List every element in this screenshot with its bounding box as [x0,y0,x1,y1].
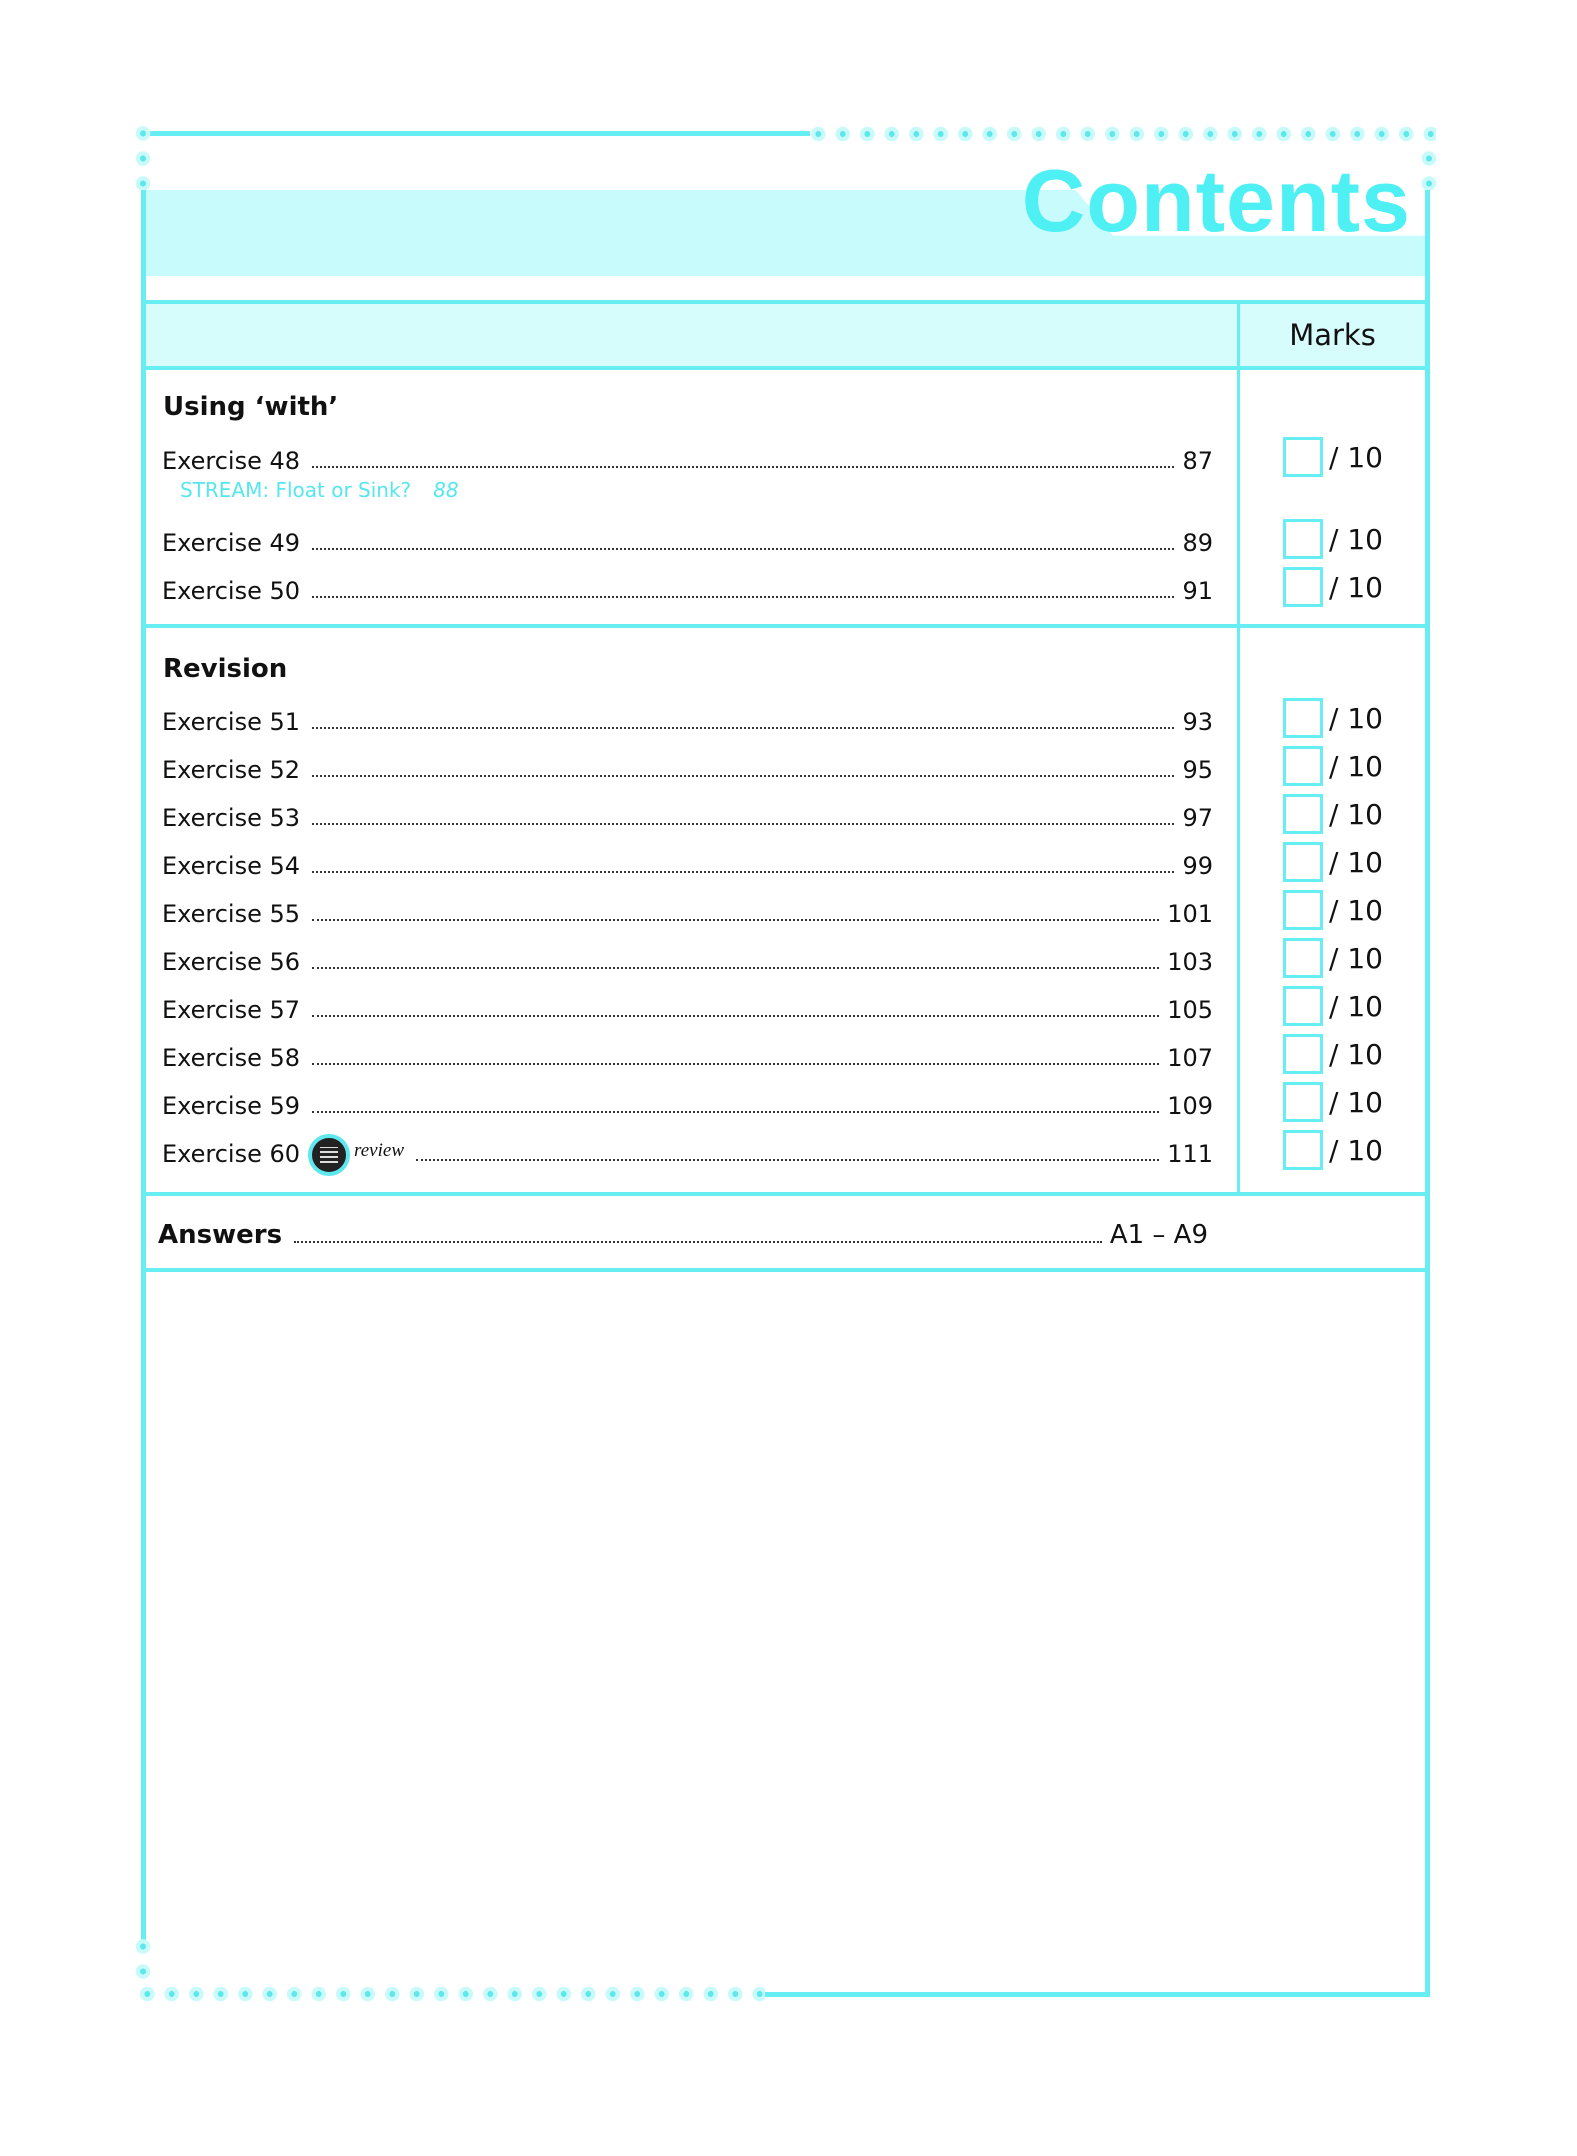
marks-field [1283,986,1383,1026]
frame-bottom-line [765,1992,1430,1997]
page-number: 91 [1182,577,1213,605]
dot-leader [312,775,1174,777]
marks-input-box[interactable] [1283,938,1323,978]
frame-top-dots [806,126,1436,142]
page-number: 99 [1182,852,1213,880]
stream-item[interactable] [180,478,459,502]
marks-input-box[interactable] [1283,842,1323,882]
page-number: 97 [1182,804,1213,832]
page-number: 103 [1167,948,1213,976]
frame-top-line [150,131,810,136]
exercise-label: Exercise 52 [162,756,301,784]
marks-input-box[interactable] [1283,567,1323,607]
toc-row[interactable] [162,798,1213,832]
exercise-label: Exercise 57 [162,996,301,1024]
marks-total: / 10 [1329,1037,1383,1071]
toc-row[interactable] [162,441,1213,475]
answers-label: Answers [158,1220,283,1250]
marks-column-divider [1237,302,1240,1194]
dot-leader [312,823,1174,825]
frame-bottom-dots [135,1986,765,2002]
divider [146,1192,1425,1196]
dot-leader [312,727,1174,729]
exercise-label: Exercise 56 [162,948,301,976]
section-heading: Using ‘with’ [163,392,339,422]
page-number: 101 [1167,900,1213,928]
exercise-label: Exercise 55 [162,900,301,928]
frame-left-dots-top [135,121,151,196]
exercise-label: Exercise 50 [162,577,301,605]
marks-field [1283,842,1383,882]
dot-leader [294,1241,1102,1243]
marks-field [1283,567,1383,607]
exercise-label: Exercise 51 [162,708,301,736]
marks-total: / 10 [1329,989,1383,1023]
divider [146,1268,1425,1272]
toc-row[interactable] [162,750,1213,784]
marks-total: / 10 [1329,701,1383,735]
exercise-label: Exercise 53 [162,804,301,832]
marks-total: / 10 [1329,440,1383,474]
marks-input-box[interactable] [1283,986,1323,1026]
page-number: 87 [1182,447,1213,475]
page-number: 109 [1167,1092,1213,1120]
toc-row[interactable] [162,846,1213,880]
stream-page: 88 [433,478,459,502]
marks-input-box[interactable] [1283,746,1323,786]
frame-right-line [1425,190,1430,1995]
dot-leader [312,1015,1159,1017]
page-number: 107 [1167,1044,1213,1072]
toc-row[interactable] [162,894,1213,928]
marks-field [1283,1082,1383,1122]
marks-total: / 10 [1329,845,1383,879]
dot-leader [312,967,1159,969]
marks-input-box[interactable] [1283,890,1323,930]
review-label: review [354,1140,404,1161]
exercise-label: Exercise 60 [162,1140,301,1168]
dot-leader [312,548,1174,550]
toc-row[interactable] [162,990,1213,1024]
section-heading: Revision [163,654,288,684]
exercise-label: Exercise 54 [162,852,301,880]
toc-row[interactable] [162,942,1213,976]
dot-leader [312,1063,1159,1065]
marks-total: / 10 [1329,1133,1383,1167]
marks-input-box[interactable] [1283,437,1323,477]
marks-input-box[interactable] [1283,1082,1323,1122]
dot-leader [312,466,1174,468]
marks-total: / 10 [1329,1085,1383,1119]
page-number: 95 [1182,756,1213,784]
marks-total: / 10 [1329,797,1383,831]
frame-left-dots-bottom [135,1934,151,1984]
toc-row[interactable] [162,1038,1213,1072]
marks-header: Marks [1289,318,1376,352]
marks-input-box[interactable] [1283,794,1323,834]
dot-leader [312,596,1174,598]
answers-row[interactable] [158,1216,1208,1250]
exercise-label: Exercise 49 [162,529,301,557]
marks-field [1283,698,1383,738]
dot-leader [416,1159,1159,1161]
marks-field [1283,746,1383,786]
exercise-label: Exercise 48 [162,447,301,475]
toc-row[interactable] [162,571,1213,605]
page-number: 93 [1182,708,1213,736]
marks-field [1283,794,1383,834]
marks-total: / 10 [1329,941,1383,975]
marks-input-box[interactable] [1283,1034,1323,1074]
page-number: 111 [1167,1140,1213,1168]
toc-row[interactable] [162,702,1213,736]
marks-field [1283,519,1383,559]
toc-row[interactable] [162,1086,1213,1120]
marks-total: / 10 [1329,893,1383,927]
frame-right-dots-top [1421,146,1437,196]
review-badge-icon [308,1134,350,1176]
marks-input-box[interactable] [1283,519,1323,559]
marks-total: / 10 [1329,749,1383,783]
marks-field [1283,890,1383,930]
marks-input-box[interactable] [1283,1130,1323,1170]
frame-left-line [141,190,146,1940]
marks-field [1283,938,1383,978]
table-header-row [146,302,1425,366]
toc-row[interactable] [162,523,1213,557]
marks-field [1283,437,1383,477]
marks-input-box[interactable] [1283,698,1323,738]
dot-leader [312,1111,1159,1113]
stream-label: STREAM: Float or Sink? [180,478,412,502]
marks-total: / 10 [1329,522,1383,556]
dot-leader [312,871,1174,873]
toc-row[interactable] [162,1134,1213,1168]
page-title: Contents [1021,151,1411,250]
marks-field [1283,1034,1383,1074]
dot-leader [312,919,1159,921]
exercise-label: Exercise 59 [162,1092,301,1120]
page-number: 89 [1182,529,1213,557]
page-number: 105 [1167,996,1213,1024]
answers-pages: A1 – A9 [1109,1220,1208,1250]
exercise-label: Exercise 58 [162,1044,301,1072]
divider [146,624,1425,628]
divider [146,366,1425,370]
marks-total: / 10 [1329,570,1383,604]
marks-field [1283,1130,1383,1170]
divider [146,300,1425,304]
